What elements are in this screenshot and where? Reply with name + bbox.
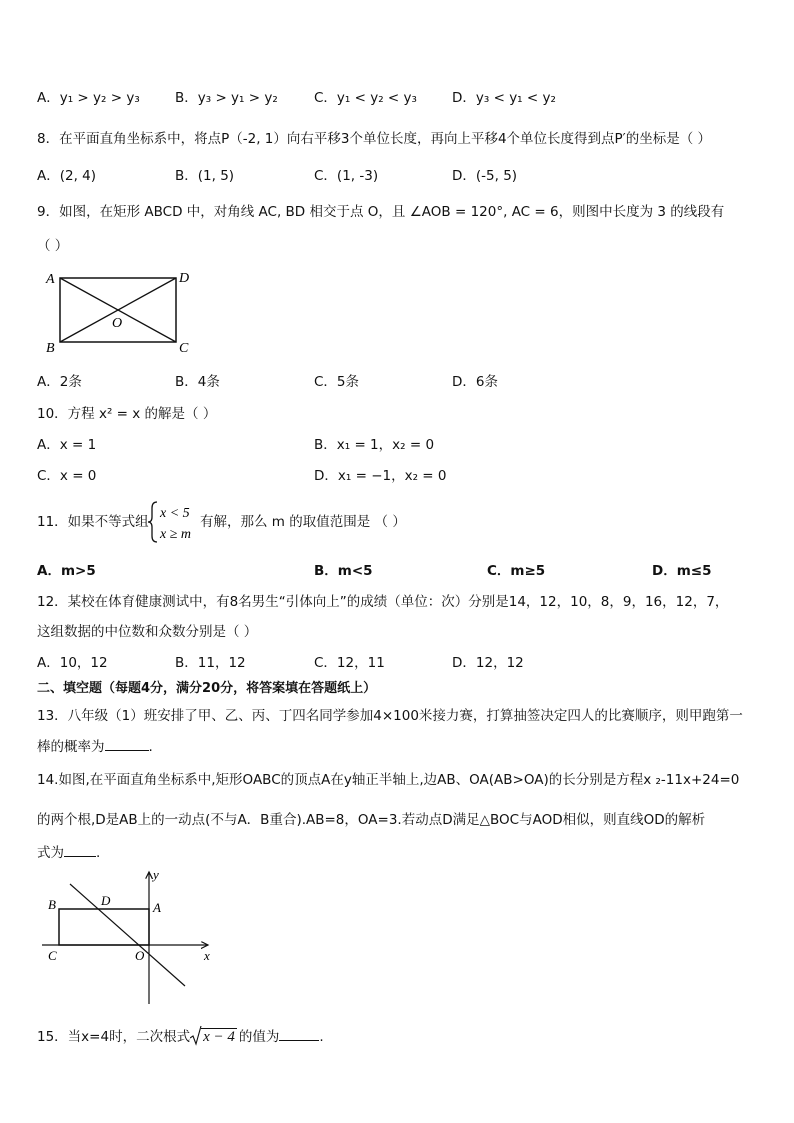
label-c: C (48, 948, 57, 963)
q10-stem: 10．方程 x² = x 的解是（ ） (37, 406, 217, 422)
q12-stem-line2: 这组数据的中位数和众数分别是（ ） (37, 624, 258, 640)
q13-line1: 13．八年级（1）班安排了甲、乙、丙、丁四名同学参加4×100米接力赛，打算抽签决定四人的比赛顺序，则甲跑第一 (37, 708, 743, 724)
label-a: A (153, 900, 161, 915)
system-line-2: x ≥ m (160, 527, 192, 542)
q7-option-c: C．y₁ < y₂ < y₃ (314, 90, 417, 106)
q11-option-c: C．m≥5 (487, 563, 546, 579)
q13-line2-end: . (148, 739, 153, 755)
q14-line3 (37, 842, 100, 863)
q15-radicand: x − 4 (203, 1029, 235, 1045)
label-b: B (48, 897, 56, 912)
q12-stem-line1: 12．某校在体育健康测试中，有8名男生“引体向上”的成绩（单位：次）分别是14，12，10，8，9，16，12，7， (37, 594, 729, 610)
q11-option-d: D．m≤5 (652, 563, 712, 579)
q8-option-a: A．(2, 4) (37, 168, 97, 184)
label-b: B (46, 341, 55, 356)
label-d: D (101, 893, 111, 908)
q15-pre: 15．当x=4时，二次根式 (37, 1029, 191, 1045)
q15-line (37, 1026, 324, 1047)
label-a: A (46, 272, 55, 287)
q10-option-a: A．x = 1 (37, 437, 97, 453)
q13-line2-text: 棒的概率为 (37, 739, 105, 755)
q8-option-c: C．(1, -3) (314, 168, 379, 184)
q9-option-c: C．5条 (314, 374, 360, 390)
system-line-1: x < 5 (160, 506, 190, 521)
q12-option-c: C．12，11 (314, 655, 385, 671)
q12-option-b: B．11，12 (175, 655, 246, 671)
q9-option-d: D．6条 (452, 374, 498, 390)
q15-post: 的值为 (238, 1029, 280, 1045)
q8-option-b: B．(1, 5) (175, 168, 235, 184)
left-brace-icon (148, 502, 157, 542)
q14-line3-end: . (96, 845, 101, 861)
label-c: C (179, 341, 189, 356)
q14-coordinate-figure (40, 864, 220, 1009)
q7-option-d: D．y₃ < y₁ < y₂ (452, 90, 556, 106)
q12-option-a: A．10，12 (37, 655, 108, 671)
q14-answer-blank[interactable] (64, 842, 96, 857)
q13-answer-blank[interactable] (105, 736, 149, 751)
q7-option-a: A．y₁ > y₂ > y₃ (37, 90, 140, 106)
q9-option-b: B．4条 (175, 374, 220, 390)
q7-option-b: B．y₃ > y₁ > y₂ (175, 90, 278, 106)
q14-line1: 14.如图,在平面直角坐标系中,矩形OABC的顶点A在y轴正半轴上,边AB、OA(AB>OA)的长分别是方程x ₂-11x+24=0 (37, 772, 740, 788)
label-y: y (153, 867, 159, 882)
q14-line2: 的两个根,D是AB上的一动点(不与A．B重合).AB=8，OA=3.若动点D满足△BOC与AOD相似，则直线OD的解析 (37, 812, 706, 828)
q8-stem: 8．在平面直角坐标系中，将点P（-2, 1）向右平移3个单位长度，再向上平移4个单位长度得到点P′的坐标是（ ） (37, 131, 712, 147)
q15-end: . (319, 1029, 324, 1045)
sqrt-symbol-icon (190, 1025, 202, 1047)
q11-option-a: A．m>5 (37, 563, 96, 579)
q10-option-c: C．x = 0 (37, 468, 97, 484)
q11-option-b: B．m<5 (314, 563, 373, 579)
q14-line3-text: 式为 (37, 845, 64, 861)
q9-rectangle-figure (40, 264, 200, 356)
q9-option-a: A．2条 (37, 374, 82, 390)
q13-line2 (37, 736, 153, 757)
q15-answer-blank[interactable] (279, 1026, 319, 1041)
section-2-title: 二、填空题（每题4分，满分20分，将答案填在答题纸上） (37, 681, 377, 696)
q10-option-d: D．x₁ = −1，x₂ = 0 (314, 468, 447, 484)
q8-option-d: D．(-5, 5) (452, 168, 518, 184)
q11-stem-pre: 11．如果不等式组 (37, 514, 149, 530)
label-d: D (179, 271, 190, 286)
label-x: x (204, 948, 210, 963)
q9-stem: 9．如图，在矩形 ABCD 中，对角线 AC, BD 相交于点 O，且 ∠AOB = 120°, AC = 6，则图中长度为 3 的线段有 (37, 204, 725, 220)
q11-inequality-system (148, 498, 200, 546)
line-od (70, 884, 185, 986)
label-o: O (112, 316, 123, 331)
q9-stem-paren: （ ） (37, 238, 69, 254)
q11-stem-post: 有解，那么 m 的取值范围是 （ ） (200, 514, 406, 530)
label-o: O (135, 948, 145, 963)
q15-sqrt (190, 1027, 237, 1047)
q10-option-b: B．x₁ = 1，x₂ = 0 (314, 437, 435, 453)
q12-option-d: D．12，12 (452, 655, 524, 671)
